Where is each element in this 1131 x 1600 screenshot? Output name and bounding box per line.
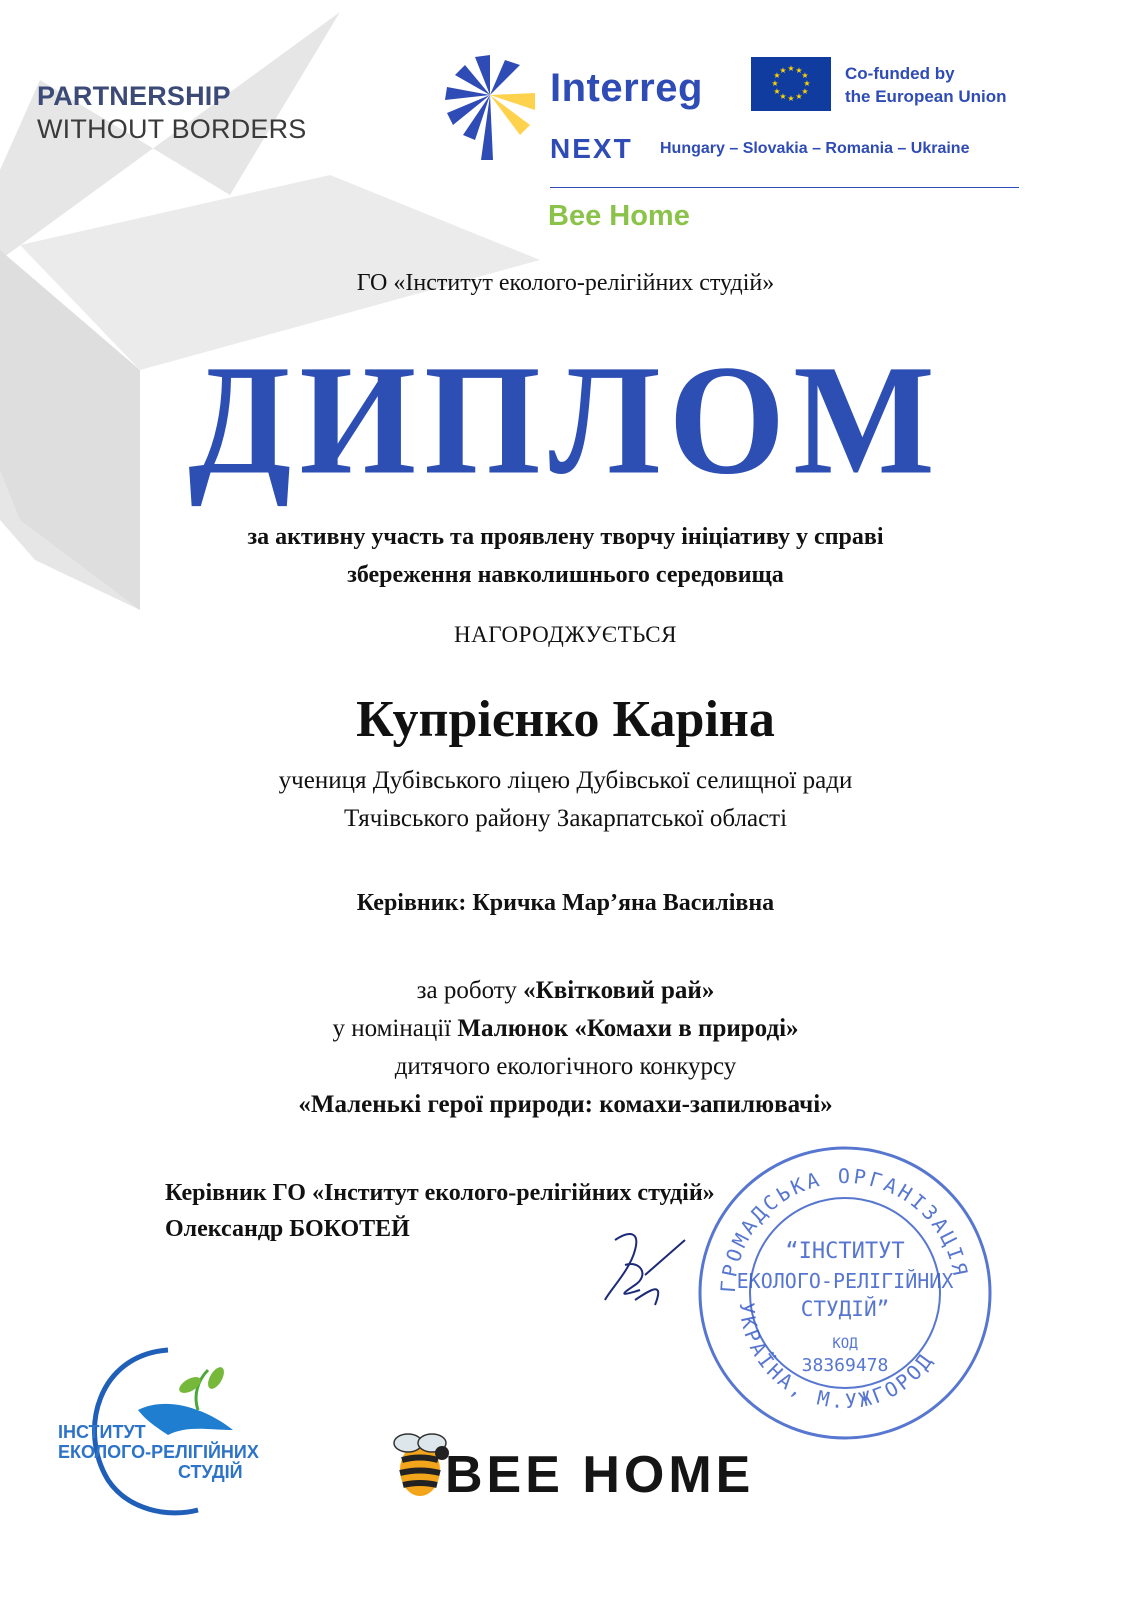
nomination-line — [0, 1010, 1131, 1048]
svg-text:★: ★ — [773, 71, 781, 80]
svg-text:★: ★ — [779, 92, 787, 101]
svg-text:★: ★ — [779, 66, 787, 75]
recipient-school: учениця Дубівського ліцею Дубівської селищної ради — [278, 767, 853, 794]
work-details — [0, 972, 1131, 1124]
work-title: «Квітковий рай» — [523, 977, 715, 1004]
cofunded-line1: Co-funded by — [845, 64, 955, 83]
head-title: Керівник ГО «Інститут еколого-релігійних студій» — [165, 1180, 715, 1206]
stamp-line1: “ІНСТИТУТ — [785, 1239, 905, 1264]
award-reason-line1: за активну участь та проявлену творчу ініціативу у справі — [247, 524, 884, 550]
recipient-region: Тячівського району Закарпатської області — [343, 805, 788, 832]
ieri-line3: СТУДІЙ — [178, 1462, 243, 1482]
stamp-outer-top: ГРОМАДСЬКА ОРГАНІЗАЦІЯ — [715, 1164, 973, 1294]
svg-text:★: ★ — [801, 87, 809, 96]
stamp-code: 38369478 — [801, 1355, 889, 1376]
work-title-line — [0, 972, 1131, 1010]
partnership-line1: PARTNERSHIP — [37, 81, 231, 111]
work-prefix: за роботу — [416, 977, 524, 1004]
partnership-line2: WITHOUT BORDERS — [37, 114, 307, 144]
svg-text:★: ★ — [787, 64, 795, 73]
svg-text:★: ★ — [795, 66, 803, 75]
contest-line: дитячого екологічного конкурсу — [394, 1053, 737, 1080]
contest-name: «Маленькі герої природи: комахи-запилювачі» — [298, 1091, 833, 1118]
partnership-logo-text — [37, 80, 307, 146]
organization-name: ГО «Інститут еколого-релігійних студій» — [356, 270, 775, 296]
recipient-name: Купрієнко Каріна — [356, 691, 775, 748]
supervisor: Керівник: Кричка Мар’яна Василівна — [356, 890, 775, 916]
header-divider — [550, 187, 1019, 188]
interreg-star-logo-icon — [445, 55, 535, 165]
project-title: Bee Home — [548, 200, 690, 232]
nomination: Малюнок «Комахи в природі» — [457, 1015, 799, 1042]
svg-text:★: ★ — [803, 79, 811, 88]
svg-text:★: ★ — [787, 94, 795, 103]
nomination-prefix: у номінації — [332, 1015, 458, 1042]
cofunded-text — [845, 62, 1007, 108]
handwritten-signature — [595, 1220, 705, 1320]
stamp-outer-bottom: УКРАЇНА, М.УЖГОРОД — [734, 1301, 939, 1414]
ieri-line1: ІНСТИТУТ — [58, 1422, 146, 1442]
stamp-line3: СТУДІЙ” — [800, 1297, 890, 1321]
stamp-line2: ЕКОЛОГО-РЕЛІГІЙНИХ — [736, 1269, 954, 1293]
organization-stamp — [695, 1143, 995, 1443]
svg-text:★: ★ — [795, 92, 803, 101]
head-name: Олександр БОКОТЕЙ — [165, 1216, 410, 1242]
eu-flag-icon — [751, 57, 831, 111]
stamp-code-label: КОД — [832, 1336, 858, 1352]
regions-label: Hungary – Slovakia – Romania – Ukraine — [660, 140, 970, 157]
cofunded-line2: the European Union — [845, 87, 1007, 106]
ieri-line2: ЕКОЛОГО-РЕЛІГІЙНИХ — [58, 1442, 259, 1462]
ieri-logo-text — [58, 1422, 259, 1482]
svg-text:★: ★ — [801, 71, 809, 80]
bee-home-logo: BEE HOME — [445, 1446, 755, 1504]
award-reason — [0, 518, 1131, 594]
diploma-title: ДИПЛОМ — [188, 332, 943, 508]
next-label: NEXT — [550, 133, 633, 164]
svg-text:★: ★ — [773, 87, 781, 96]
recipient-details — [0, 762, 1131, 838]
awarded-label: НАГОРОДЖУЄТЬСЯ — [454, 622, 677, 647]
svg-text:★: ★ — [771, 79, 779, 88]
award-reason-line2: збереження навколишнього середовища — [347, 562, 784, 588]
interreg-wordmark: Interreg — [550, 66, 703, 110]
